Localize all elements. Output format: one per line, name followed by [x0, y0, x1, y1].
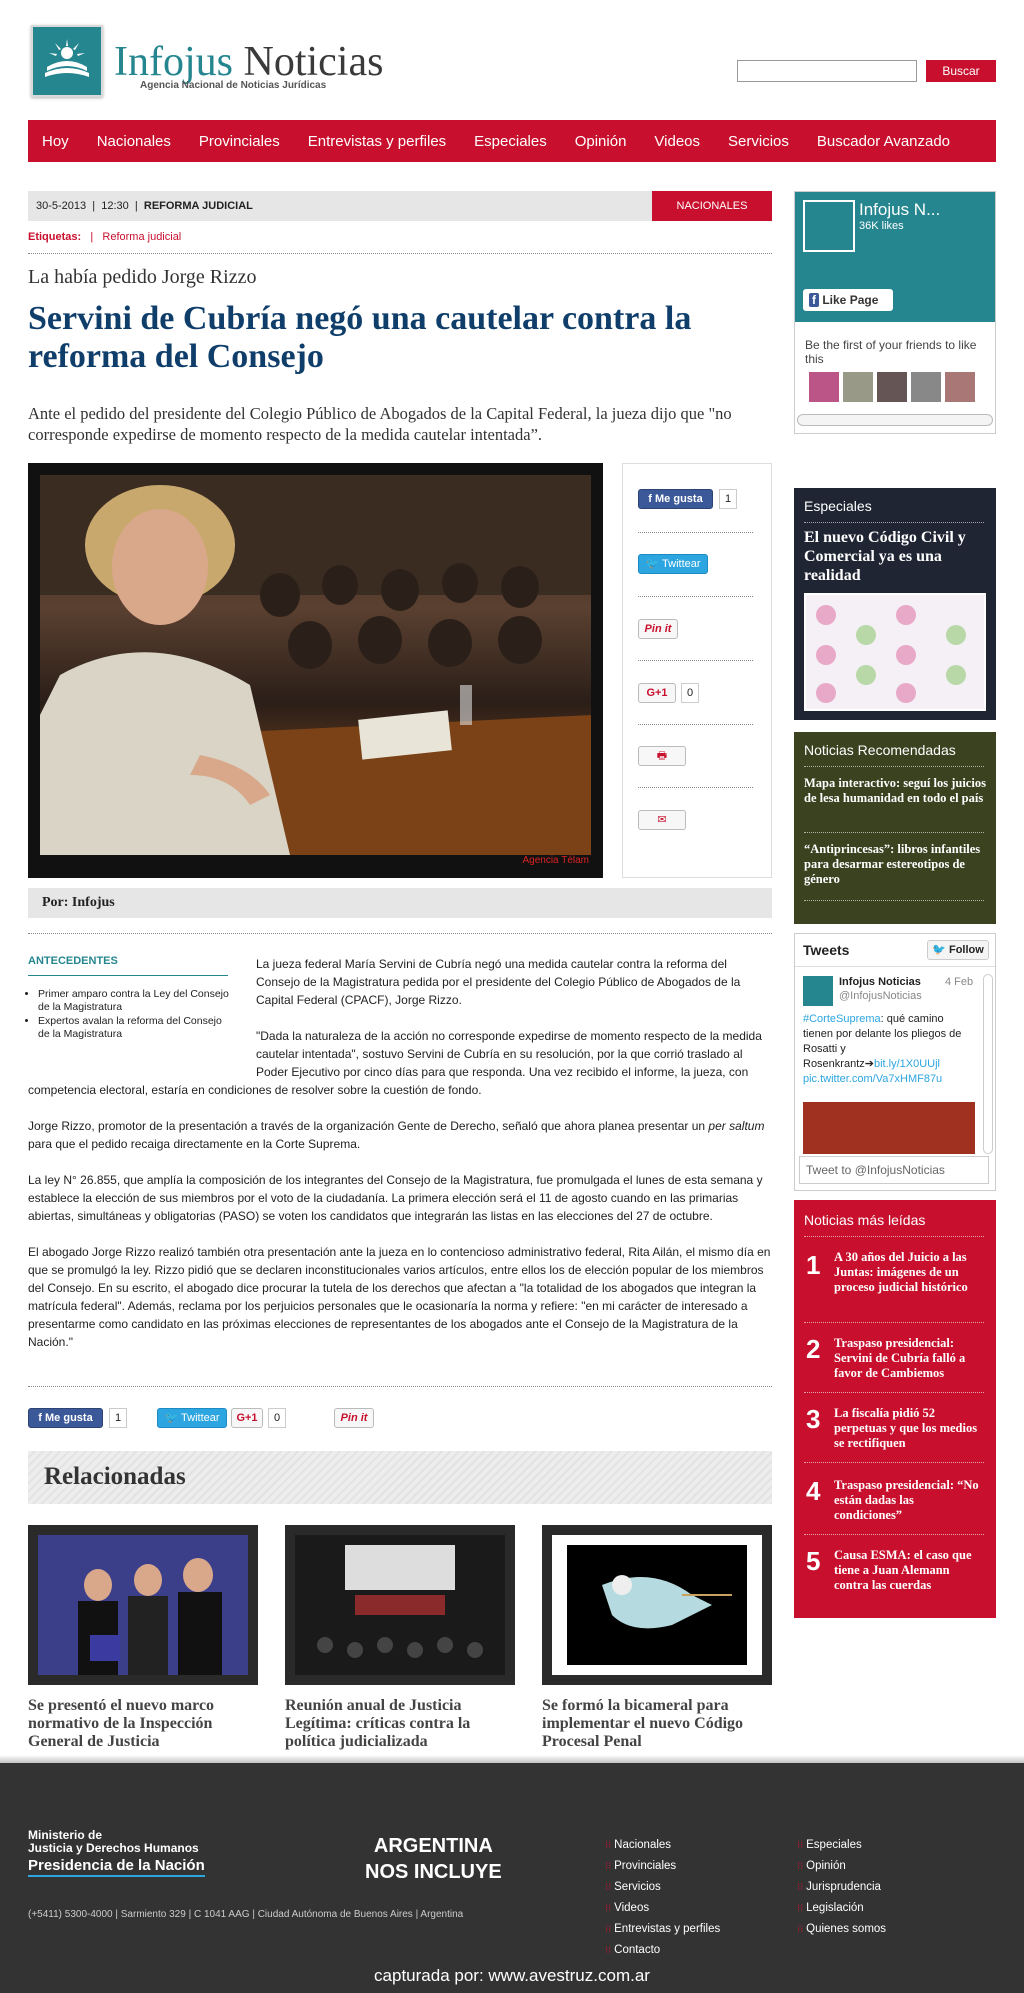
- twitter-follow-button[interactable]: [927, 940, 989, 960]
- antecedentes-title: ANTECEDENTES: [28, 955, 118, 967]
- divider: [804, 1534, 984, 1535]
- footer-address: (+5411) 5300-4000 | Sarmiento 329 | C 1041 AAG | Ciudad Autónoma de Buenos Aires | Argentina: [28, 1909, 464, 1920]
- divider: [804, 832, 984, 833]
- nav-item[interactable]: Opinión: [574, 132, 627, 150]
- tweet-label: Twittear: [662, 558, 701, 570]
- rank-number: 1: [806, 1250, 821, 1280]
- fb-scrollbar[interactable]: [797, 414, 993, 426]
- tweet-author[interactable]: Infojus Noticias: [839, 976, 921, 988]
- tweet-image[interactable]: [803, 1102, 975, 1154]
- rank-number: 3: [806, 1404, 821, 1434]
- twitter-icon: 🐦: [164, 1412, 182, 1424]
- search-button[interactable]: Buscar: [926, 60, 996, 82]
- section-tag[interactable]: NACIONALES: [652, 191, 772, 221]
- follow-label: Follow: [948, 944, 984, 956]
- pinit-button[interactable]: Pin it: [638, 619, 678, 639]
- article-photo: [28, 463, 603, 878]
- related-caption[interactable]: Se presentó el nuevo marco normativo de la Inspección General de Justicia: [28, 1697, 215, 1750]
- logo-icon[interactable]: [31, 25, 103, 97]
- argentina-line1: ARGENTINA: [373, 1835, 493, 1857]
- tweet-button[interactable]: [157, 1408, 227, 1428]
- article-time: 12:30: [101, 200, 129, 212]
- divider: [804, 1322, 984, 1323]
- related-header: [28, 1451, 772, 1504]
- body-paragraph: [28, 1117, 772, 1153]
- divider: [28, 933, 772, 934]
- capture-watermark: capturada por: www.avestruz.com.ar: [374, 1966, 650, 1985]
- recomendadas-box: [794, 732, 996, 924]
- site-title-a: Infojus: [114, 39, 233, 85]
- rank-number: 5: [806, 1546, 821, 1576]
- related-image[interactable]: [285, 1525, 515, 1685]
- body-italic: per saltum: [708, 1119, 765, 1133]
- divider: [804, 1236, 984, 1237]
- divider: [804, 522, 984, 523]
- nav-item[interactable]: Entrevistas y perfiles: [307, 132, 447, 150]
- recomendada-link[interactable]: Mapa interactivo: seguí los juicios de lesa humanidad en todo el país: [804, 776, 986, 805]
- tweets-head: Tweets: [803, 942, 850, 958]
- photo-image: [40, 475, 591, 855]
- article-title: Servini de Cubría negó una cautelar contra la reforma del Consejo: [28, 300, 692, 375]
- tweet-handle: @InfojusNoticias: [839, 990, 922, 1002]
- body-paragraph: La jueza federal María Servini de Cubría negó una medida cautelar contra la reforma del Consejo de la Magistratura pedida por el presidente del Colegio Público de Abogados de la Capital Federal (CPACF), Jorge Rizzo.: [256, 957, 741, 1007]
- especiales-head: Especiales: [804, 498, 872, 514]
- article-lead: Ante el pedido del presidente del Colegio Público de Abogados de la Capital Federal, la jueza dijo que "no corresponde expedirse de momento respecto de la medida cautelar intentada”.: [28, 404, 732, 444]
- fb-like-page-button[interactable]: [803, 289, 893, 311]
- fb-like-button[interactable]: [28, 1408, 103, 1428]
- footer: [0, 1763, 1024, 1993]
- footer-link[interactable]: ⁝⁝ Provinciales: [605, 1856, 720, 1877]
- facebook-icon: f: [38, 1412, 46, 1424]
- related-image[interactable]: [28, 1525, 258, 1685]
- ministry-line2: Justicia y Derechos Humanos: [28, 1841, 199, 1855]
- body-text: Jorge Rizzo, promotor de la presentación a través de la organización Gente de Derecho, señaló que ahora planea presentar un: [28, 1119, 709, 1133]
- main-nav: [28, 120, 996, 162]
- tweet-body: : qué camino tienen por delante los pliegos de Rosatti y Rosenkrantz➔: [803, 1013, 962, 1070]
- fb-like-label: Me gusta: [655, 493, 703, 505]
- footer-link[interactable]: ⁝⁝ Especiales: [797, 1835, 886, 1856]
- divider: [795, 966, 995, 967]
- nav-item[interactable]: Nacionales: [96, 132, 171, 150]
- fb-like-count: 1: [719, 489, 737, 509]
- article-body: [28, 955, 772, 1369]
- article-kicker: La había pedido Jorge Rizzo: [28, 266, 257, 288]
- tags-label: Etiquetas:: [28, 231, 82, 243]
- recomendada-link[interactable]: “Antiprincesas”: libros infantiles para desarmar estereotipos de género: [804, 842, 981, 886]
- fb-page-name[interactable]: Infojus N...: [859, 200, 941, 219]
- fb-friends-avatars: [809, 372, 975, 402]
- body-float-spacer: [28, 955, 256, 1075]
- masleida-link[interactable]: A 30 años del Juicio a las Juntas: imágenes de un proceso judicial histórico: [834, 1250, 968, 1294]
- site-title-b: Noticias: [233, 39, 384, 85]
- ministry-logo[interactable]: [28, 1829, 205, 1877]
- body-paragraph: "Dada la naturaleza de la acción no corresponde expedirse de momento respecto de la medida cautelar intentada", sostuvo Servini de Cubría en su resolución, por la que corrió traslado al Poder Ejecutivo por cinco días para que responda. Una vez recibido el informe, la jueza, con competencia electoral, estaría en condiciones de resolver sobre la cuestión de fondo.: [28, 1029, 762, 1097]
- footer-link[interactable]: ⁝⁝ Legislación: [797, 1898, 886, 1919]
- masleida-link[interactable]: Traspaso presidencial: Servini de Cubría falló a favor de Cambiemos: [834, 1336, 966, 1380]
- divider: [28, 253, 772, 254]
- avatar[interactable]: [843, 372, 873, 402]
- nav-item[interactable]: Servicios: [728, 132, 789, 150]
- related-image[interactable]: [542, 1525, 772, 1685]
- divider: [638, 532, 753, 533]
- divider: [804, 900, 984, 901]
- tweet-text: [803, 1012, 973, 1087]
- avatar[interactable]: [877, 372, 907, 402]
- footer-link[interactable]: ⁝⁝ Contacto: [605, 1940, 720, 1961]
- fb-like-button[interactable]: [638, 489, 713, 509]
- tweet-link[interactable]: bit.ly/1X0UUjl: [873, 1058, 940, 1070]
- article-date: 30-5-2013: [36, 200, 87, 212]
- bottom-share: [28, 1408, 772, 1430]
- printer-icon: 🖶: [656, 750, 668, 762]
- tweet-button[interactable]: [638, 554, 708, 574]
- print-button[interactable]: [638, 746, 686, 766]
- masleida-link[interactable]: La fiscalía pidió 52 perpetuas y que los medios se rectifiquen: [834, 1406, 978, 1450]
- share-panel: [622, 463, 772, 878]
- fb-page-logo-icon[interactable]: [803, 200, 855, 252]
- tweet-input[interactable]: Tweet to @InfojusNoticias: [799, 1156, 989, 1184]
- argentina-line2: NOS INCLUYE: [365, 1861, 502, 1883]
- divider: [638, 787, 753, 788]
- nav-item[interactable]: Videos: [654, 132, 701, 150]
- presidencia-label: Presidencia de la Nación: [28, 1859, 205, 1877]
- facebook-icon: f: [648, 493, 656, 505]
- nav-item[interactable]: Especiales: [474, 132, 547, 150]
- divider: [638, 596, 753, 597]
- footer-link[interactable]: ⁝⁝ Nacionales: [605, 1835, 720, 1856]
- article-byline: Por: Infojus: [28, 888, 772, 918]
- site-tagline: Agencia Nacional de Noticias Jurídicas: [140, 80, 327, 91]
- avatar[interactable]: [809, 372, 839, 402]
- gplus-button[interactable]: G+1: [638, 683, 676, 703]
- avatar[interactable]: [803, 976, 833, 1006]
- tweet-link[interactable]: pic.twitter.com/Va7xHMF87u: [803, 1073, 943, 1085]
- avatar[interactable]: [945, 372, 975, 402]
- twitter-icon: 🐦: [645, 558, 663, 570]
- especiales-title[interactable]: El nuevo Código Civil y Comercial ya es una realidad: [804, 529, 966, 584]
- footer-links-col2: [797, 1835, 886, 1940]
- gplus-count: 0: [268, 1408, 286, 1428]
- footer-link[interactable]: ⁝⁝ Entrevistas y perfiles: [605, 1919, 720, 1940]
- footer-links-col1: [605, 1835, 720, 1961]
- fb-like-count: 1: [109, 1408, 127, 1428]
- rank-number: 2: [806, 1334, 821, 1364]
- nav-item[interactable]: Buscador Avanzado: [816, 132, 951, 150]
- envelope-icon: ✉: [657, 814, 667, 826]
- footer-link[interactable]: ⁝⁝ Servicios: [605, 1877, 720, 1898]
- divider: [638, 660, 753, 661]
- argentina-logo: [365, 1833, 502, 1885]
- facebook-widget: [794, 191, 996, 434]
- article-category[interactable]: REFORMA JUDICIAL: [143, 200, 253, 212]
- fb-like-label: Me gusta: [45, 1412, 93, 1424]
- tags-row: Etiquetas: | Reforma judicial: [28, 231, 182, 243]
- related-grid: [28, 1525, 772, 1765]
- antecedente-link[interactable]: • Primer amparo contra la Ley del Consejo de la Magistratura: [38, 988, 233, 1014]
- fb-friends-text: Be the first of your friends to like this: [805, 338, 977, 366]
- divider: [804, 766, 984, 767]
- divider: [638, 724, 753, 725]
- pinit-button[interactable]: Pin it: [334, 1408, 374, 1428]
- especiales-box: [794, 488, 996, 720]
- fb-like-count-text: 36K likes: [859, 220, 904, 232]
- nav-item[interactable]: Provinciales: [198, 132, 280, 150]
- related-title: Relacionadas: [44, 1463, 186, 1490]
- masleidas-box: [794, 1200, 996, 1618]
- related-caption[interactable]: Se formó la bicameral para implementar el nuevo Código Procesal Penal: [542, 1697, 744, 1750]
- fb-banner: [795, 192, 995, 322]
- facebook-icon: f: [809, 293, 819, 307]
- tag-link[interactable]: Reforma judicial: [102, 231, 182, 243]
- tweets-scrollbar[interactable]: [983, 974, 993, 1154]
- tweet-date: 4 Feb: [945, 976, 974, 988]
- related-caption[interactable]: Reunión anual de Justicia Legítima: críticas contra la política judicializada: [285, 1697, 471, 1750]
- tweet-hashtag[interactable]: #CorteSuprema: [803, 1013, 881, 1025]
- nav-item[interactable]: Hoy: [42, 132, 69, 150]
- masleidas-head: Noticias más leídas: [804, 1212, 926, 1228]
- masleida-link[interactable]: Traspaso presidencial: “No están dadas las condiciones”: [834, 1478, 979, 1522]
- antecedente-link[interactable]: • Expertos avalan la reforma del Consejo de la Magistratura: [38, 1015, 233, 1041]
- footer-link[interactable]: ⁝⁝ Jurisprudencia: [797, 1877, 886, 1898]
- especiales-image[interactable]: [804, 593, 986, 711]
- email-button[interactable]: [638, 810, 686, 830]
- gplus-count: 0: [681, 683, 699, 703]
- footer-link[interactable]: ⁝⁝ Quienes somos: [797, 1919, 886, 1940]
- body-paragraph: La ley N° 26.855, que amplía la composición de los integrantes del Consejo de la Magistratura, fue promulgada el lunes de esta semana y establece la elección de sus miembros por el voto de la ciudadanía. La primera elección será el 11 de agosto cuando en las primarias abiertas, simultáneas y obligatorias (PASO) se voten los candidatos que integrarán las listas en las elecciones del 27 de octubre.: [28, 1173, 763, 1223]
- twitter-widget: [794, 933, 996, 1191]
- rank-number: 4: [806, 1476, 821, 1506]
- divider: [28, 1386, 772, 1387]
- twitter-icon: 🐦: [932, 944, 946, 956]
- ministry-line1: Ministerio de: [28, 1828, 103, 1842]
- divider: [804, 1462, 984, 1463]
- body-text: para que el pedido recaiga directamente en la Corte Suprema.: [28, 1137, 361, 1151]
- masleida-link[interactable]: Causa ESMA: el caso que tiene a Juan Alemann contra las cuerdas: [834, 1548, 972, 1592]
- avatar[interactable]: [911, 372, 941, 402]
- photo-credit: Agencia Télam: [522, 855, 589, 866]
- tweet-label: Twittear: [181, 1412, 220, 1424]
- search-input[interactable]: [737, 60, 917, 82]
- body-paragraph: El abogado Jorge Rizzo realizó también otra presentación ante la jueza en lo contencioso administrativo federal, Rita Ailán, el mismo día en que se promulgó la ley. Rizzo pidió que se declaren inconstitucionales varios artículos, entre ellos los de elección popular de los miembros del Consejo. En su escrito, el abogado dice procurar la tutela de los derechos que afectan a "la totalidad de los abogados que integran la matrícula federal". Además, reclama por los perjuicios personales que le ocasionaría la norma y refiere: "en mi carácter de interesado a presentarme como candidato en las próximas elecciones de representantes de los abogados ante el Consejo de la Magistratura de la Nación.": [28, 1245, 771, 1349]
- divider: [804, 1392, 984, 1393]
- gplus-button[interactable]: G+1: [231, 1408, 263, 1428]
- article-meta: 30-5-2013 | 12:30 | REFORMA JUDICIAL: [28, 191, 772, 221]
- fb-like-page-label: Like Page: [822, 293, 879, 307]
- footer-link[interactable]: ⁝⁝ Videos: [605, 1898, 720, 1919]
- recomendadas-head: Noticias Recomendadas: [804, 742, 956, 758]
- footer-link[interactable]: ⁝⁝ Opinión: [797, 1856, 886, 1877]
- site-title[interactable]: [114, 40, 383, 84]
